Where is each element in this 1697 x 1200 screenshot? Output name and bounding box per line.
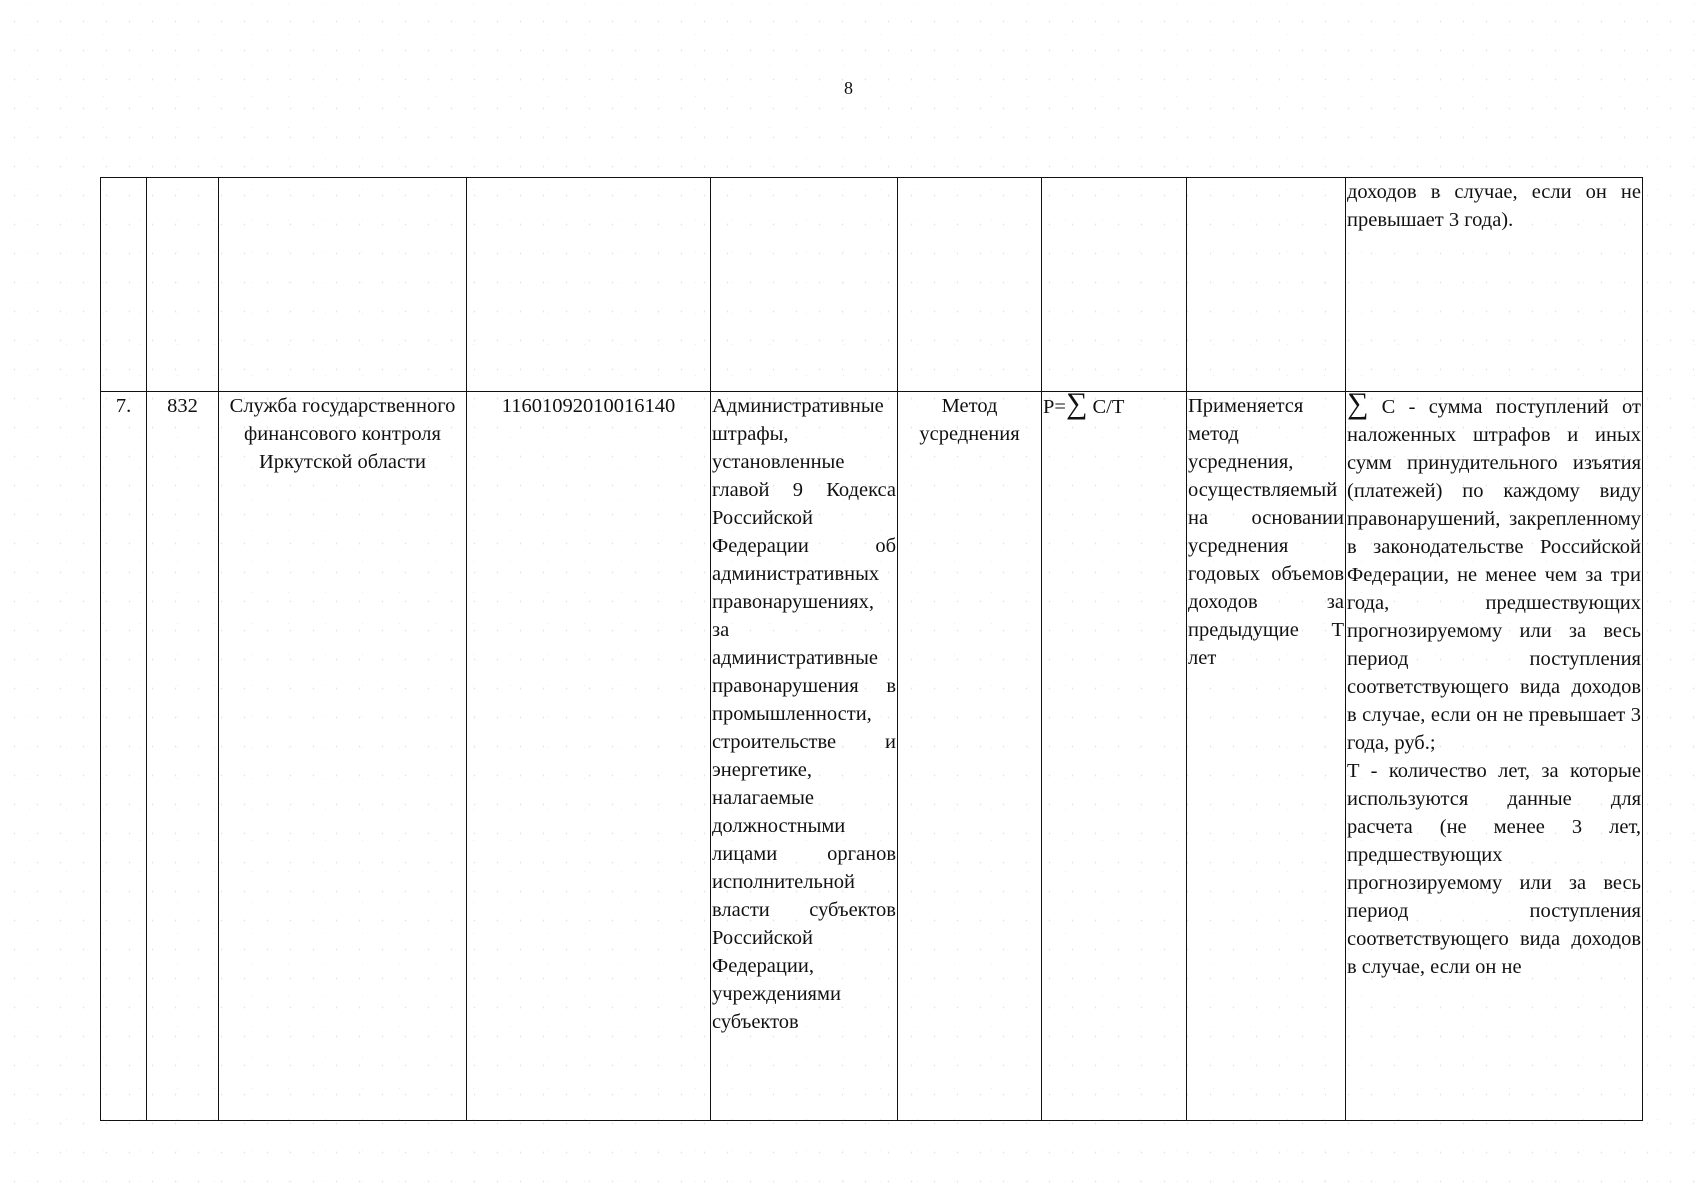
cell-kbk-code: 11601092010016140 [467,392,711,1121]
table-row-continued [101,178,1643,392]
cell-algorithm: Применяется метод усреднения, осуществляемый на основании усреднения годовых объемов доходов за предыдущие T лет [1187,392,1346,1121]
page-number: 8 [844,78,853,98]
cell-row-number: 7. [101,392,147,1121]
description-years-t: T - количество лет, за которые используются данные для расчета (не менее 3 лет, предшествующих прогнозируемому или за весь период поступления соответствующего вида доходов в случае, если он не [1347,760,1641,978]
cell-empty [898,178,1042,392]
sigma-symbol: ∑ [1065,391,1088,420]
formula-suffix: C/T [1087,396,1125,418]
formula-prefix: P= [1043,396,1066,418]
cell-description-continued: доходов в случае, если он не превышает 3 года). [1346,178,1643,392]
description-sum-c [1347,392,1641,757]
cell-forecast-method: Метод усреднения [898,392,1042,1121]
sigma-symbol: ∑ [1347,391,1369,420]
cell-empty [467,178,711,392]
cell-revenue-name: Административные штрафы, установленные главой 9 Кодекса Российской Федерации об административных правонарушениях, за административные правонарушения в промышленности, строительстве и энергетике, налагаемые должностными лицами органов исполнительной власти субъектов Российской Федерации, учреждениями субъектов [711,392,898,1121]
cell-admin-name: Служба государственного финансового контроля Иркутской области [219,392,467,1121]
revenue-forecast-table [100,177,1643,1121]
cell-empty [1187,178,1346,392]
cell-empty [1042,178,1187,392]
cell-empty [101,178,147,392]
cell-admin-code: 832 [147,392,219,1121]
cell-empty [711,178,898,392]
formula [1043,391,1125,420]
cell-indicator-description [1346,392,1643,1121]
cell-formula [1042,392,1187,1121]
cell-empty [219,178,467,392]
cell-empty [147,178,219,392]
description-sum-c-text: C - сумма поступлений от наложенных штрафов и иных сумм принудительного изъятия (платежей) по каждому виду правонарушений, закрепленному в законодательстве Российской Федерации, не менее чем за три года, предшествующих прогнозируемому или за весь период поступления соответствующего вида доходов в случае, если он не превышает 3 года, руб.; [1347,396,1641,754]
table-row [101,392,1643,1121]
